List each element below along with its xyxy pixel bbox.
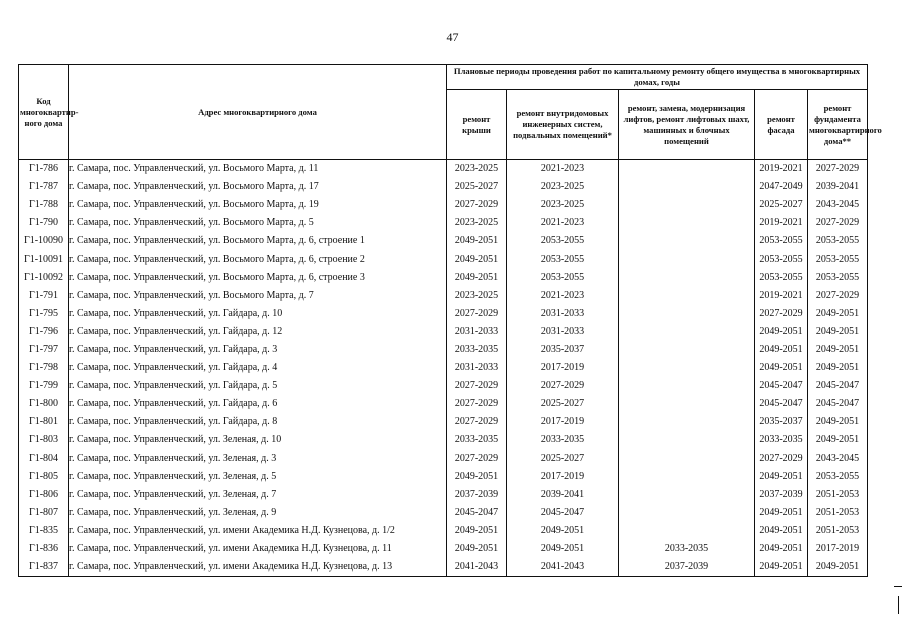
table-row	[19, 395, 868, 413]
table-row	[19, 359, 868, 377]
cell-foundation-period: 2053-2055	[808, 269, 868, 287]
cell-facade-period: 2027-2029	[755, 305, 808, 323]
cell-address: г. Самара, пос. Управленческий, ул. Зеленая, д. 9	[69, 504, 447, 522]
cell-engineering-period: 2017-2019	[507, 359, 619, 377]
cell-foundation-period: 2045-2047	[808, 377, 868, 395]
cell-roof-period: 2033-2035	[447, 341, 507, 359]
cell-engineering-period: 2031-2033	[507, 323, 619, 341]
cell-address: г. Самара, пос. Управленческий, ул. Гайдара, д. 3	[69, 341, 447, 359]
cell-roof-period: 2033-2035	[447, 431, 507, 449]
cell-facade-period: 2049-2051	[755, 558, 808, 577]
cell-facade-period: 2049-2051	[755, 359, 808, 377]
cell-address: г. Самара, пос. Управленческий, ул. Зеленая, д. 10	[69, 431, 447, 449]
cell-foundation-period: 2049-2051	[808, 558, 868, 577]
cell-house-code: Г1-788	[19, 196, 69, 214]
cell-house-code: Г1-803	[19, 431, 69, 449]
cell-facade-period: 2049-2051	[755, 341, 808, 359]
cell-facade-period: 2053-2055	[755, 269, 808, 287]
cell-elevator-period	[619, 269, 755, 287]
cell-address: г. Самара, пос. Управленческий, ул. Восьмого Марта, д. 6, строение 2	[69, 250, 447, 268]
header-periods-group: Плановые периоды проведения работ по капитальному ремонту общего имущества в многоквартирных домах, годы	[447, 65, 868, 90]
table-row	[19, 377, 868, 395]
cell-foundation-period: 2051-2053	[808, 486, 868, 504]
table-row	[19, 178, 868, 196]
cell-elevator-period	[619, 196, 755, 214]
cell-house-code: Г1-801	[19, 413, 69, 431]
cell-engineering-period: 2027-2029	[507, 377, 619, 395]
cell-engineering-period: 2049-2051	[507, 522, 619, 540]
cell-elevator-period	[619, 160, 755, 179]
cell-elevator-period	[619, 323, 755, 341]
page-edge-mark	[898, 596, 899, 614]
cell-house-code: Г1-787	[19, 178, 69, 196]
cell-elevator-period	[619, 486, 755, 504]
cell-foundation-period: 2027-2029	[808, 160, 868, 179]
cell-house-code: Г1-800	[19, 395, 69, 413]
cell-house-code: Г1-836	[19, 540, 69, 558]
cell-foundation-period: 2049-2051	[808, 413, 868, 431]
cell-foundation-period: 2049-2051	[808, 359, 868, 377]
cell-roof-period: 2027-2029	[447, 395, 507, 413]
cell-roof-period: 2049-2051	[447, 522, 507, 540]
cell-foundation-period: 2043-2045	[808, 450, 868, 468]
cell-house-code: Г1-795	[19, 305, 69, 323]
cell-engineering-period: 2039-2041	[507, 486, 619, 504]
cell-roof-period: 2049-2051	[447, 468, 507, 486]
cell-foundation-period: 2027-2029	[808, 214, 868, 232]
cell-elevator-period	[619, 450, 755, 468]
cell-elevator-period: 2037-2039	[619, 558, 755, 577]
cell-roof-period: 2027-2029	[447, 196, 507, 214]
cell-elevator-period	[619, 359, 755, 377]
cell-foundation-period: 2053-2055	[808, 250, 868, 268]
cell-facade-period: 2049-2051	[755, 468, 808, 486]
cell-elevator-period	[619, 377, 755, 395]
cell-house-code: Г1-799	[19, 377, 69, 395]
table-row	[19, 558, 868, 577]
cell-roof-period: 2023-2025	[447, 214, 507, 232]
cell-engineering-period: 2017-2019	[507, 468, 619, 486]
table-row	[19, 196, 868, 214]
table-body	[19, 160, 868, 577]
table-row	[19, 450, 868, 468]
cell-foundation-period: 2039-2041	[808, 178, 868, 196]
cell-facade-period: 2019-2021	[755, 160, 808, 179]
cell-roof-period: 2027-2029	[447, 305, 507, 323]
cell-foundation-period: 2049-2051	[808, 305, 868, 323]
cell-roof-period: 2023-2025	[447, 160, 507, 179]
cell-roof-period: 2027-2029	[447, 450, 507, 468]
cell-engineering-period: 2023-2025	[507, 196, 619, 214]
cell-elevator-period	[619, 431, 755, 449]
cell-foundation-period: 2049-2051	[808, 341, 868, 359]
cell-foundation-period: 2051-2053	[808, 504, 868, 522]
cell-facade-period: 2049-2051	[755, 504, 808, 522]
cell-house-code: Г1-796	[19, 323, 69, 341]
cell-foundation-period: 2049-2051	[808, 323, 868, 341]
cell-engineering-period: 2017-2019	[507, 413, 619, 431]
cell-elevator-period	[619, 395, 755, 413]
cell-elevator-period	[619, 178, 755, 196]
table-row	[19, 323, 868, 341]
cell-address: г. Самара, пос. Управленческий, ул. Восьмого Марта, д. 19	[69, 196, 447, 214]
cell-address: г. Самара, пос. Управленческий, ул. Восьмого Марта, д. 11	[69, 160, 447, 179]
cell-address: г. Самара, пос. Управленческий, ул. Восьмого Марта, д. 7	[69, 287, 447, 305]
cell-engineering-period: 2031-2033	[507, 305, 619, 323]
cell-engineering-period: 2053-2055	[507, 269, 619, 287]
cell-house-code: Г1-791	[19, 287, 69, 305]
cell-elevator-period	[619, 413, 755, 431]
cell-foundation-period: 2043-2045	[808, 196, 868, 214]
cell-facade-period: 2037-2039	[755, 486, 808, 504]
table-row	[19, 540, 868, 558]
cell-elevator-period	[619, 214, 755, 232]
cell-elevator-period	[619, 341, 755, 359]
cell-address: г. Самара, пос. Управленческий, ул. Восьмого Марта, д. 6, строение 3	[69, 269, 447, 287]
header-facade: ремонт фасада	[755, 90, 808, 160]
cell-address: г. Самара, пос. Управленческий, ул. Гайдара, д. 10	[69, 305, 447, 323]
cell-engineering-period: 2033-2035	[507, 431, 619, 449]
table-header	[19, 65, 882, 160]
cell-address: г. Самара, пос. Управленческий, ул. Гайдара, д. 5	[69, 377, 447, 395]
table-row	[19, 287, 868, 305]
cell-roof-period: 2037-2039	[447, 486, 507, 504]
cell-facade-period: 2053-2055	[755, 250, 808, 268]
cell-address: г. Самара, пос. Управленческий, ул. Гайдара, д. 8	[69, 413, 447, 431]
cell-address: г. Самара, пос. Управленческий, ул. Гайдара, д. 6	[69, 395, 447, 413]
cell-engineering-period: 2053-2055	[507, 250, 619, 268]
header-code: Код многоквартир-ного дома	[19, 65, 69, 160]
table-row	[19, 522, 868, 540]
cell-facade-period: 2047-2049	[755, 178, 808, 196]
header-roof: ремонт крыши	[447, 90, 507, 160]
cell-address: г. Самара, пос. Управленческий, ул. Восьмого Марта, д. 6, строение 1	[69, 232, 447, 250]
table-row	[19, 413, 868, 431]
cell-engineering-period: 2025-2027	[507, 395, 619, 413]
page-number: 47	[446, 30, 459, 44]
cell-engineering-period: 2021-2023	[507, 160, 619, 179]
cell-engineering-period: 2035-2037	[507, 341, 619, 359]
cell-address: г. Самара, пос. Управленческий, ул. имени Академика Н.Д. Кузнецова, д. 11	[69, 540, 447, 558]
cell-roof-period: 2027-2029	[447, 413, 507, 431]
cell-address: г. Самара, пос. Управленческий, ул. Восьмого Марта, д. 17	[69, 178, 447, 196]
cell-facade-period: 2049-2051	[755, 323, 808, 341]
cell-engineering-period: 2053-2055	[507, 232, 619, 250]
cell-engineering-period: 2041-2043	[507, 558, 619, 577]
page-edge-mark	[894, 586, 902, 587]
cell-facade-period: 2053-2055	[755, 232, 808, 250]
header-address: Адрес многоквартирного дома	[69, 65, 447, 160]
cell-house-code: Г1-835	[19, 522, 69, 540]
cell-roof-period: 2045-2047	[447, 504, 507, 522]
cell-roof-period: 2049-2051	[447, 269, 507, 287]
cell-facade-period: 2049-2051	[755, 540, 808, 558]
table-row	[19, 160, 868, 179]
cell-address: г. Самара, пос. Управленческий, ул. имени Академика Н.Д. Кузнецова, д. 13	[69, 558, 447, 577]
capital-repair-schedule-table	[18, 64, 882, 577]
cell-engineering-period: 2021-2023	[507, 287, 619, 305]
cell-engineering-period: 2049-2051	[507, 540, 619, 558]
cell-facade-period: 2019-2021	[755, 287, 808, 305]
header-elevator: ремонт, замена, модернизация лифтов, ремонт лифтовых шахт, машинных и блочных помещений	[619, 90, 755, 160]
cell-roof-period: 2041-2043	[447, 558, 507, 577]
cell-house-code: Г1-797	[19, 341, 69, 359]
cell-engineering-period: 2023-2025	[507, 178, 619, 196]
cell-foundation-period: 2027-2029	[808, 287, 868, 305]
cell-facade-period: 2025-2027	[755, 196, 808, 214]
table-row	[19, 305, 868, 323]
cell-elevator-period	[619, 468, 755, 486]
cell-facade-period: 2027-2029	[755, 450, 808, 468]
cell-house-code: Г1-10091	[19, 250, 69, 268]
cell-facade-period: 2035-2037	[755, 413, 808, 431]
cell-elevator-period: 2033-2035	[619, 540, 755, 558]
cell-foundation-period: 2053-2055	[808, 232, 868, 250]
cell-facade-period: 2049-2051	[755, 522, 808, 540]
cell-engineering-period: 2045-2047	[507, 504, 619, 522]
cell-address: г. Самара, пос. Управленческий, ул. Зеленая, д. 5	[69, 468, 447, 486]
cell-house-code: Г1-786	[19, 160, 69, 179]
cell-facade-period: 2045-2047	[755, 377, 808, 395]
table-row	[19, 269, 868, 287]
table-row	[19, 504, 868, 522]
cell-roof-period: 2025-2027	[447, 178, 507, 196]
cell-elevator-period	[619, 504, 755, 522]
cell-roof-period: 2031-2033	[447, 359, 507, 377]
cell-foundation-period: 2049-2051	[808, 431, 868, 449]
cell-house-code: Г1-806	[19, 486, 69, 504]
cell-house-code: Г1-798	[19, 359, 69, 377]
cell-house-code: Г1-807	[19, 504, 69, 522]
cell-foundation-period: 2017-2019	[808, 540, 868, 558]
header-engineering: ремонт внутридомовых инженерных систем, подвальных помещений*	[507, 90, 619, 160]
header-foundation: ремонт фундамента многоквартирного дома**	[808, 90, 868, 160]
cell-house-code: Г1-837	[19, 558, 69, 577]
cell-house-code: Г1-805	[19, 468, 69, 486]
cell-elevator-period	[619, 287, 755, 305]
cell-house-code: Г1-790	[19, 214, 69, 232]
cell-address: г. Самара, пос. Управленческий, ул. Зеленая, д. 7	[69, 486, 447, 504]
cell-house-code: Г1-10092	[19, 269, 69, 287]
cell-elevator-period	[619, 305, 755, 323]
table-row	[19, 232, 868, 250]
cell-address: г. Самара, пос. Управленческий, ул. Гайдара, д. 4	[69, 359, 447, 377]
cell-elevator-period	[619, 232, 755, 250]
table-row	[19, 250, 868, 268]
cell-engineering-period: 2021-2023	[507, 214, 619, 232]
table-row	[19, 431, 868, 449]
cell-facade-period: 2019-2021	[755, 214, 808, 232]
cell-engineering-period: 2025-2027	[507, 450, 619, 468]
table-row	[19, 468, 868, 486]
cell-facade-period: 2045-2047	[755, 395, 808, 413]
table-row	[19, 341, 868, 359]
cell-address: г. Самара, пос. Управленческий, ул. Восьмого Марта, д. 5	[69, 214, 447, 232]
cell-address: г. Самара, пос. Управленческий, ул. Зеленая, д. 3	[69, 450, 447, 468]
table-row	[19, 214, 868, 232]
cell-elevator-period	[619, 250, 755, 268]
cell-roof-period: 2031-2033	[447, 323, 507, 341]
cell-facade-period: 2033-2035	[755, 431, 808, 449]
cell-house-code: Г1-804	[19, 450, 69, 468]
cell-foundation-period: 2045-2047	[808, 395, 868, 413]
cell-roof-period: 2049-2051	[447, 540, 507, 558]
cell-elevator-period	[619, 522, 755, 540]
cell-foundation-period: 2051-2053	[808, 522, 868, 540]
cell-roof-period: 2049-2051	[447, 232, 507, 250]
cell-address: г. Самара, пос. Управленческий, ул. Гайдара, д. 12	[69, 323, 447, 341]
cell-foundation-period: 2053-2055	[808, 468, 868, 486]
cell-roof-period: 2023-2025	[447, 287, 507, 305]
cell-roof-period: 2027-2029	[447, 377, 507, 395]
cell-address: г. Самара, пос. Управленческий, ул. имени Академика Н.Д. Кузнецова, д. 1/2	[69, 522, 447, 540]
cell-roof-period: 2049-2051	[447, 250, 507, 268]
table-row	[19, 486, 868, 504]
cell-house-code: Г1-10090	[19, 232, 69, 250]
